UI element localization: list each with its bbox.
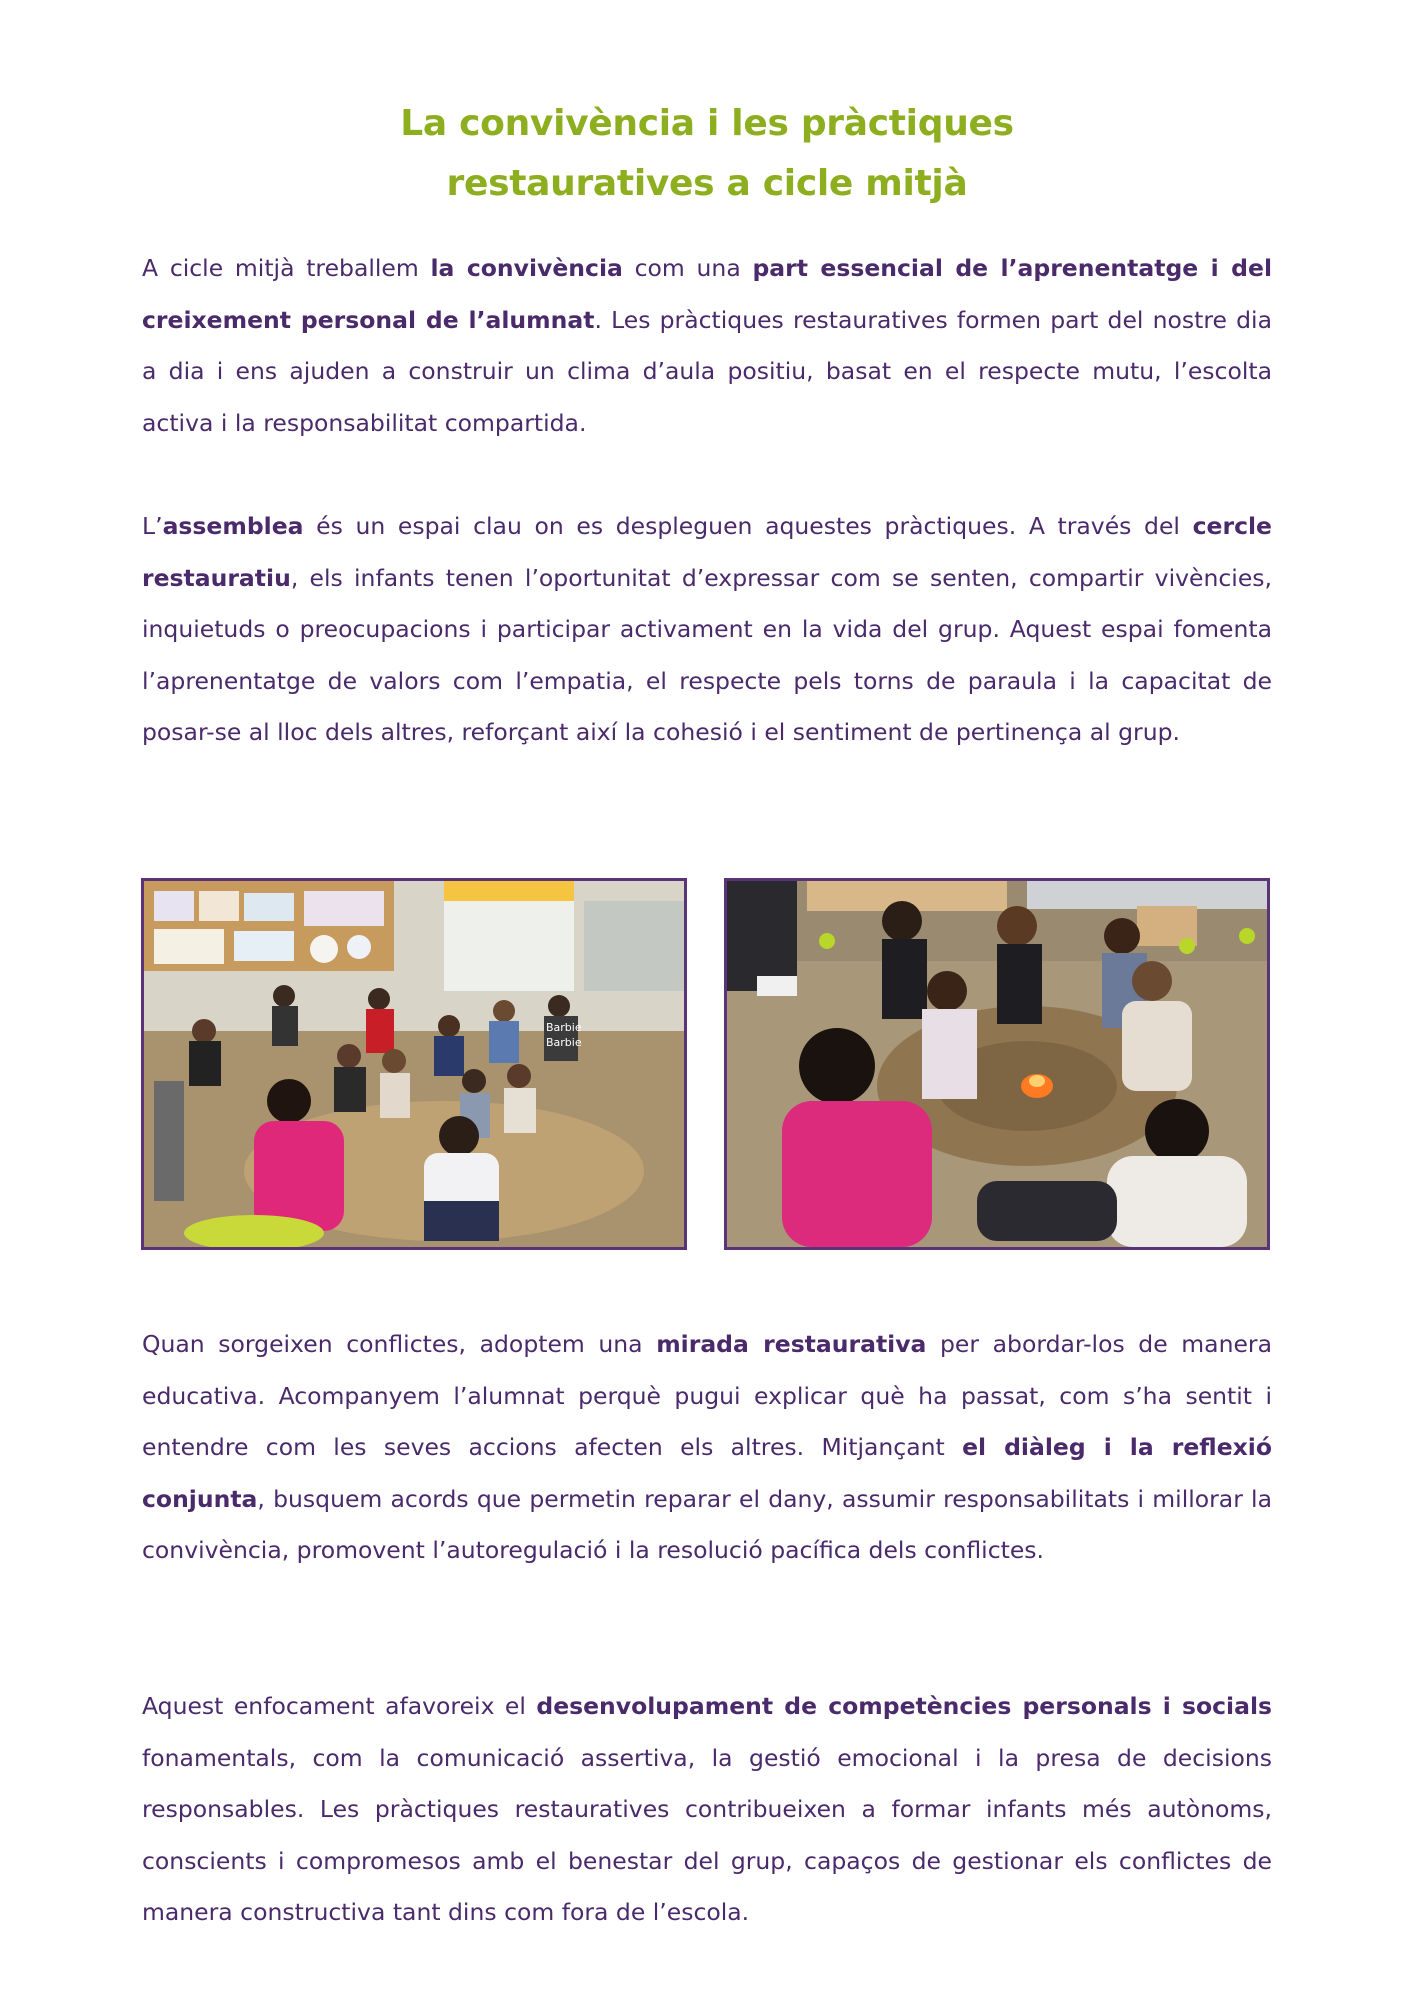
title-line-1: La convivència i les pràctiques — [400, 103, 1014, 145]
bold-phrase: cercle restauratiu — [142, 512, 1272, 592]
photo-restorative-circle — [724, 878, 1270, 1250]
bold-phrase: assemblea — [162, 512, 304, 540]
paragraph-intro — [142, 243, 1272, 449]
text-run: L’ — [142, 512, 163, 540]
shirt-print-text: Barbie — [546, 1021, 582, 1034]
text-run: és un espai clau on es despleguen aquestes pràctiques. A través del — [303, 512, 1193, 540]
text-run: A cicle mitjà treballem — [142, 254, 431, 282]
text-run: Aquest enfocament afavoreix el — [142, 1692, 537, 1720]
bold-phrase: el diàleg i la reflexió conjunta — [142, 1433, 1273, 1513]
classroom-circle-image — [144, 881, 684, 1247]
paragraph-conflicts — [142, 1319, 1272, 1577]
bold-phrase: part essencial de l’aprenentatge i del creixement personal de l’alumnat — [142, 254, 1272, 334]
paragraph-competences — [142, 1681, 1272, 1939]
text-run: . Les pràctiques restauratives formen part del nostre dia a dia i ens ajuden a construir un clima d’aula positiu, basat en el respecte mutu, l’escolta activa i la responsabilitat compartida. — [142, 305, 1272, 437]
paragraph-assembly — [142, 501, 1272, 759]
bold-phrase: mirada restaurativa — [656, 1330, 927, 1358]
text-run: , els infants tenen l’oportunitat d’expressar com se senten, compartir vivències, inquietuds o preocupacions i participar activament en la vida del grup. Aquest espai fomenta l’aprenentatge de valors com l’empatia, el respecte pels torns de paraula i la capacitat de posar-se al lloc dels altres, reforçant així la cohesió i el sentiment de pertinença al grup. — [142, 563, 1272, 746]
bold-phrase: desenvolupament de competències personals i socials — [536, 1692, 1272, 1720]
page-title — [0, 94, 1414, 214]
text-run: fonamentals, com la comunicació assertiva, la gestió emocional i la presa de decisions responsables. Les pràctiques restauratives contribueixen a formar infants més autònoms, conscients i compromesos amb el benestar del grup, capaços de gestionar els conflictes de manera constructiva tant dins com fora de l’escola. — [142, 1743, 1272, 1926]
photo-classroom-circle — [141, 878, 687, 1250]
text-run: com una — [622, 254, 753, 282]
text-run: , busquem acords que permetin reparar el dany, assumir responsabilitats i millorar la convivència, promovent l’autoregulació i la resolució pacífica dels conflictes. — [142, 1484, 1272, 1564]
bold-phrase: la convivència — [430, 254, 623, 282]
restorative-circle-image — [727, 881, 1267, 1247]
title-line-2: restauratives a cicle mitjà — [446, 163, 968, 205]
text-run: Quan sorgeixen conflictes, adoptem una — [142, 1330, 657, 1358]
shirt-print-text: Barbie — [546, 1036, 582, 1049]
text-run: per abordar-los de manera educativa. Acompanyem l’alumnat perquè pugui explicar què ha passat, com s’ha sentit i entendre com les seves accions afecten els altres. Mitjançant — [142, 1330, 1272, 1461]
